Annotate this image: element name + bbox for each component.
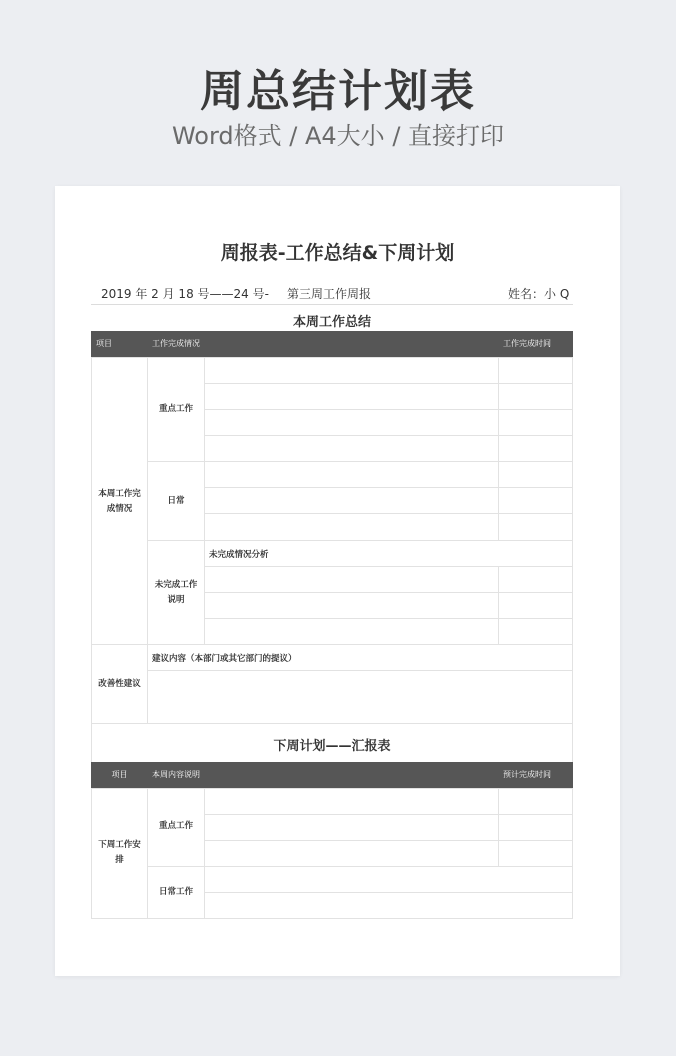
unfinished-label: 未完成工作说明	[154, 580, 198, 605]
summary-section-title: 本周工作总结	[292, 315, 371, 330]
table-cell[interactable]	[204, 788, 499, 815]
key-work-label: 重点工作	[158, 404, 193, 414]
plan-routine-label: 日常工作	[158, 887, 193, 897]
plan-section-title: 下周计划——汇报表	[273, 739, 391, 754]
improvement-label: 改善性建议	[98, 679, 141, 689]
header-completion: 工作完成情况	[152, 339, 200, 348]
table-cell[interactable]	[204, 892, 573, 919]
table-cell[interactable]	[498, 814, 573, 841]
plan-header-time: 预计完成时间	[503, 770, 551, 779]
table-cell[interactable]	[204, 409, 499, 436]
table-cell[interactable]	[204, 566, 499, 593]
table-cell[interactable]	[204, 357, 499, 384]
table-cell[interactable]	[204, 840, 499, 867]
table-cell[interactable]	[204, 618, 499, 645]
table-cell[interactable]	[498, 461, 573, 488]
suggestion-label: 建议内容（本部门或其它部门的提议）	[152, 654, 297, 664]
plan-header-item: 项目	[111, 770, 128, 779]
name-label: 姓名：小 Q	[508, 287, 570, 301]
table-cell[interactable]	[498, 513, 573, 541]
table-cell[interactable]	[498, 357, 573, 384]
table-cell[interactable]	[498, 487, 573, 514]
table-cell[interactable]	[498, 566, 573, 593]
table-cell[interactable]	[204, 383, 499, 410]
table-cell[interactable]	[204, 487, 499, 514]
table-cell[interactable]	[204, 592, 499, 619]
table-cell[interactable]	[147, 670, 573, 724]
summary-group-label: 本周工作完成情况	[98, 489, 141, 514]
hero-subtitle: Word格式 / A4大小 / 直接打印	[171, 122, 505, 150]
table-cell[interactable]	[498, 840, 573, 867]
document-sheet	[55, 186, 620, 976]
hero-title: 周总结计划表	[200, 66, 476, 117]
table-cell[interactable]	[498, 618, 573, 645]
date-range: 2019 年 2 月 18 号——24 号-	[101, 287, 269, 301]
table-cell[interactable]	[204, 814, 499, 841]
header-time: 工作完成时间	[503, 339, 551, 348]
meta-divider	[91, 304, 573, 305]
plan-key-work-label: 重点工作	[158, 821, 193, 831]
unfinished-analysis-label: 未完成情况分析	[209, 550, 269, 560]
plan-group-label: 下周工作安排	[98, 840, 141, 865]
table-cell[interactable]	[204, 461, 499, 488]
plan-header-content: 本周内容说明	[152, 770, 200, 779]
table-cell[interactable]	[204, 513, 499, 541]
table-cell[interactable]	[498, 788, 573, 815]
table-cell[interactable]	[498, 592, 573, 619]
document-title: 周报表-工作总结&下周计划	[220, 242, 455, 264]
table-cell[interactable]	[498, 435, 573, 462]
week-label: 第三周工作周报	[287, 287, 372, 301]
table-cell[interactable]	[204, 435, 499, 462]
plan-header-row	[91, 762, 573, 788]
table-cell[interactable]	[498, 383, 573, 410]
header-item: 项目	[96, 339, 112, 348]
table-cell[interactable]	[204, 866, 573, 893]
summary-header-row	[91, 331, 573, 357]
routine-label: 日常	[167, 496, 185, 506]
table-cell[interactable]	[498, 409, 573, 436]
